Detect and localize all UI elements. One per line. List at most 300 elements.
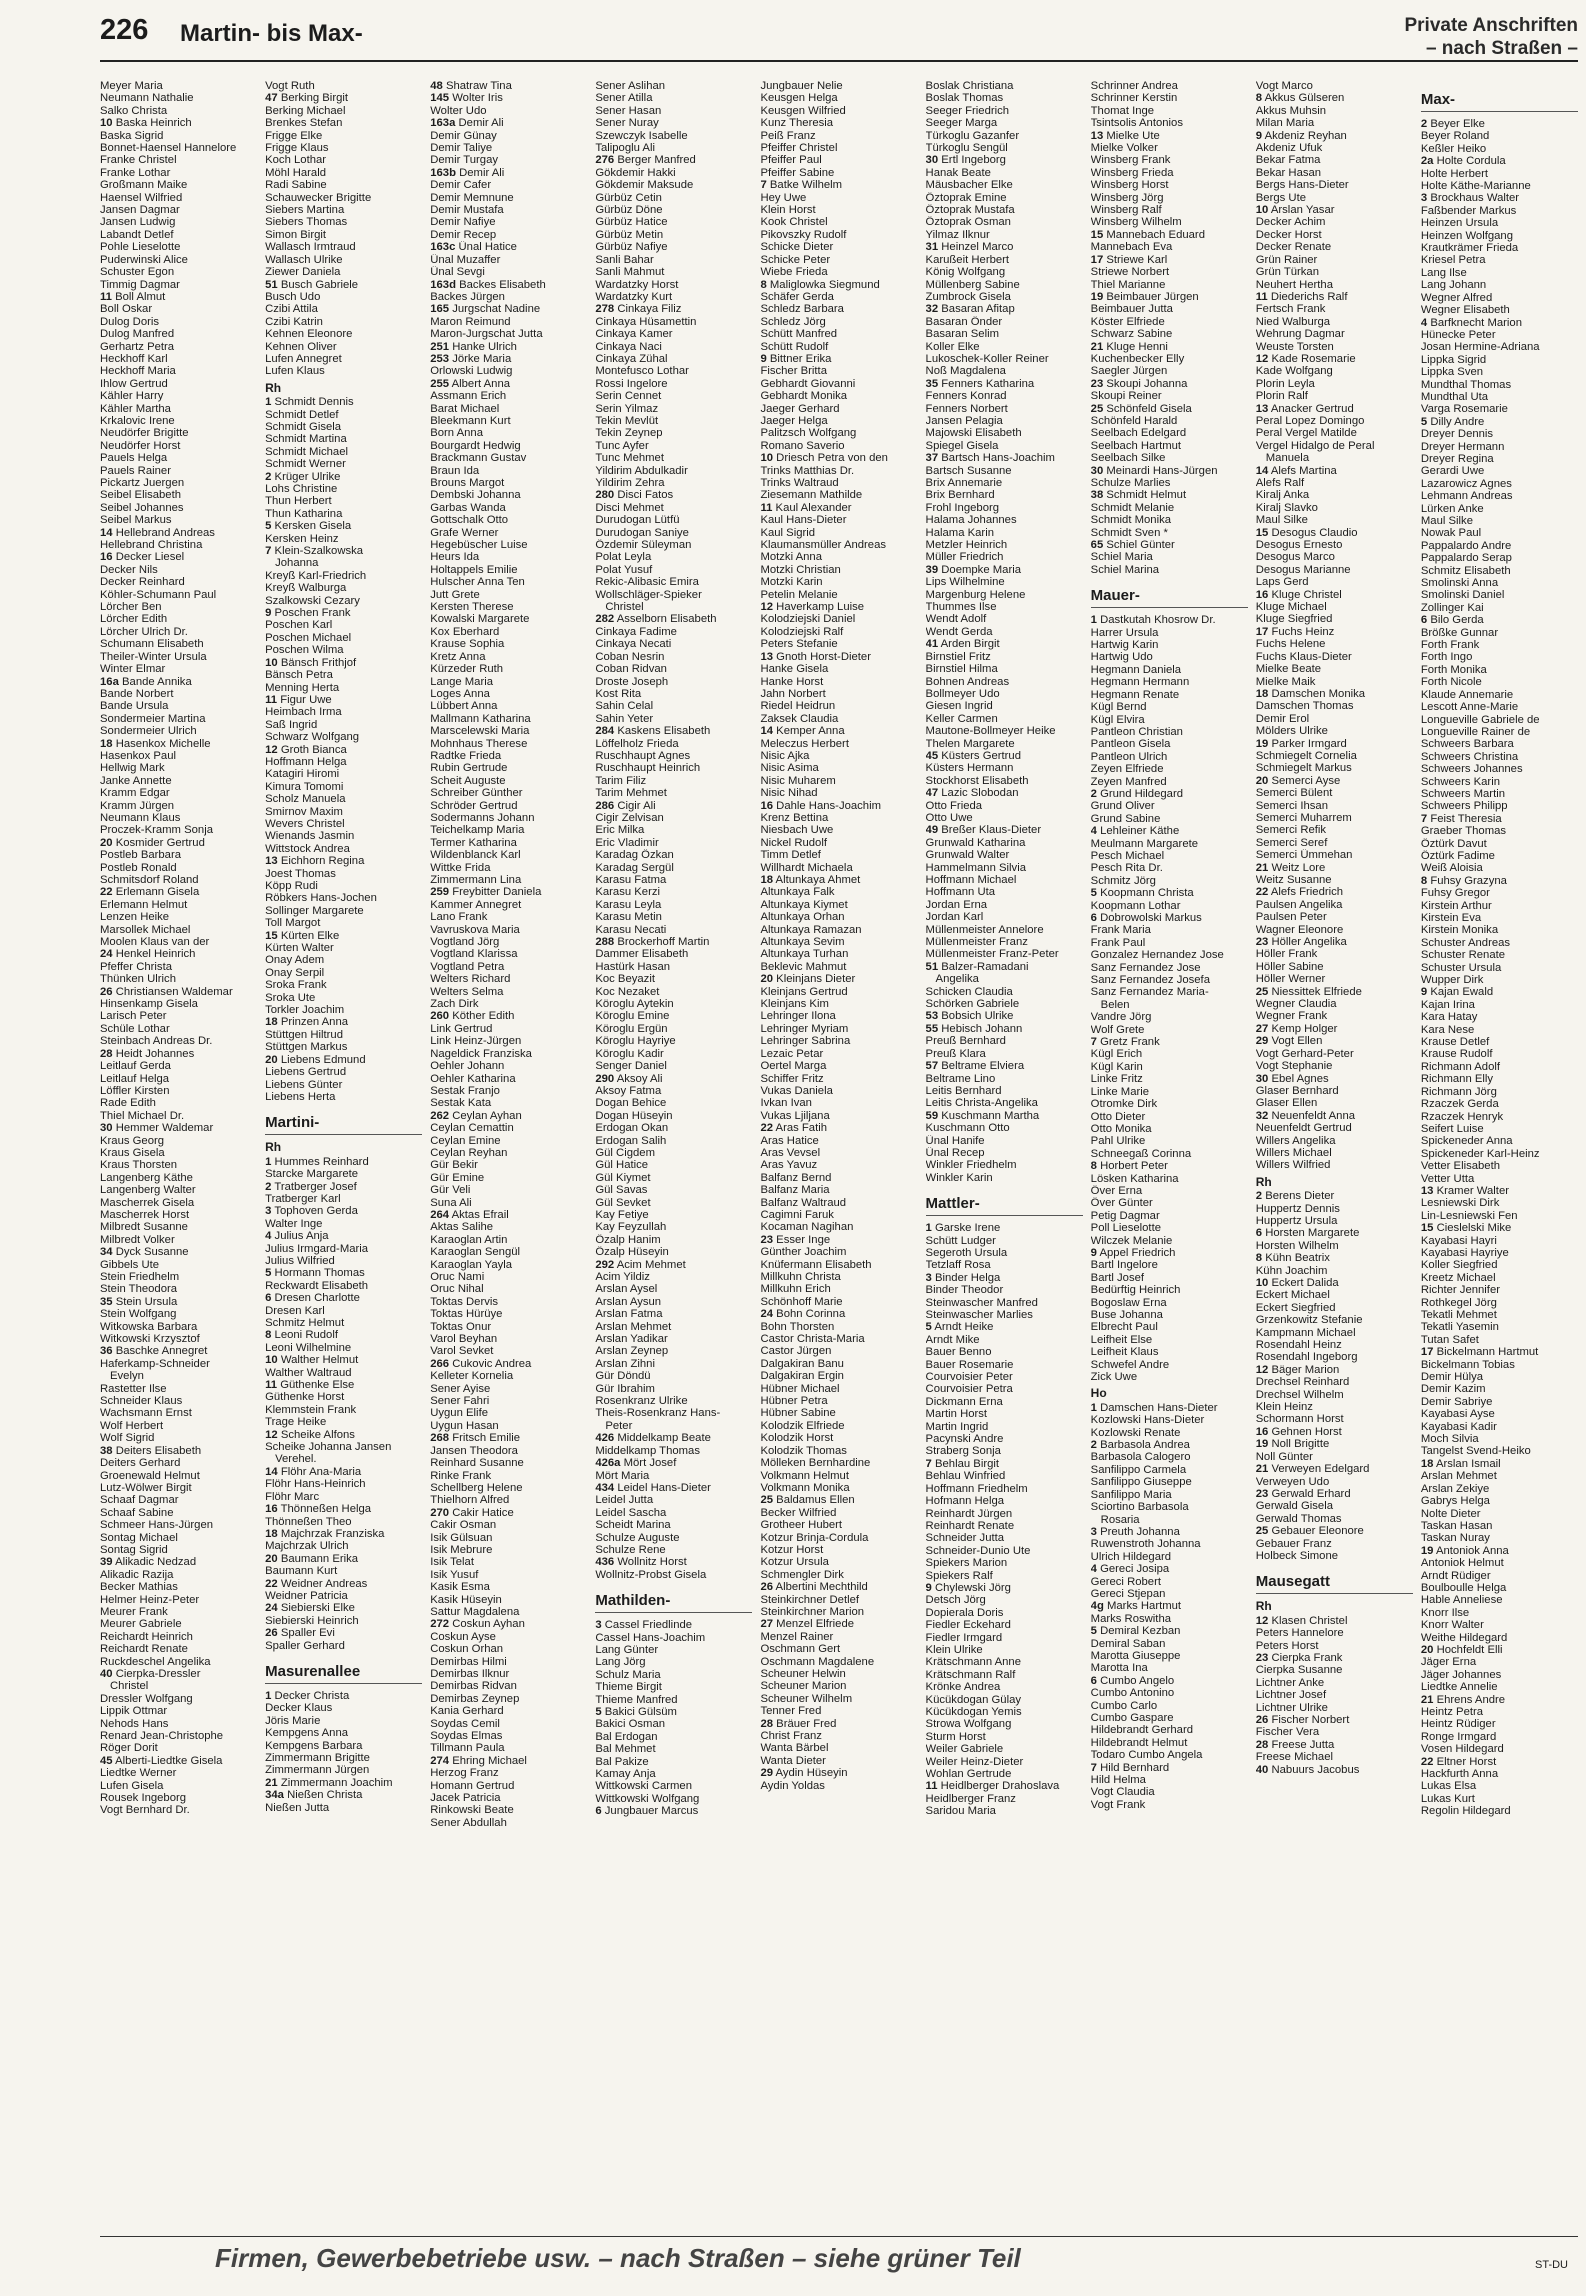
resident-entry — [100, 502, 257, 514]
resident-entry — [265, 1590, 422, 1602]
resident-entry — [595, 427, 752, 439]
resident-name: Reinhardt Jürgen — [925, 1507, 1013, 1520]
resident-entry — [1091, 254, 1248, 266]
resident-name: Balfanz Bernd — [760, 1171, 832, 1184]
resident-entry — [760, 862, 917, 874]
resident-name: Motzki Christian — [760, 563, 841, 576]
resident-name: Heinzen Wolfgang — [1420, 229, 1513, 242]
resident-entry — [1091, 80, 1248, 92]
resident-entry — [1091, 1024, 1248, 1036]
resident-name: Katagiri Hiromi — [265, 768, 340, 781]
footer-code: ST-DU — [1535, 2259, 1568, 2271]
resident-name: Jurgschat Nadine — [452, 303, 541, 316]
resident-name: Wallasch Ulrike — [265, 253, 343, 266]
resident-entry — [1256, 1726, 1413, 1738]
resident-name: Thieme Manfred — [595, 1693, 678, 1706]
resident-name: Fertsch Frank — [1255, 303, 1326, 316]
resident-name: Bekar Fatma — [1255, 154, 1321, 167]
resident-name: Arslan Ismail — [1435, 1457, 1501, 1470]
resident-name: Link Gertrud — [430, 1022, 493, 1035]
resident-entry — [926, 1309, 1083, 1321]
resident-entry — [100, 1122, 257, 1134]
resident-name: Müllenmeister Franz — [925, 936, 1028, 949]
resident-name: Menzel Rainer — [760, 1630, 834, 1643]
resident-name: Grund Hildegard — [1100, 787, 1183, 800]
resident-entry — [595, 216, 752, 228]
resident-entry — [1091, 1700, 1248, 1712]
house-number: 18 — [265, 1527, 278, 1540]
resident-entry — [926, 1694, 1083, 1706]
resident-name: Hübner Petra — [760, 1395, 828, 1408]
resident-name: Winsberg Wilhelm — [1090, 216, 1182, 229]
resident-entry — [430, 725, 587, 737]
resident-name: Tarim Filiz — [595, 774, 647, 787]
resident-entry — [265, 1029, 422, 1041]
resident-name: Segeroth Ursula — [925, 1246, 1008, 1259]
resident-entry — [760, 1705, 917, 1717]
resident-name: Reinhard Susanne — [430, 1457, 524, 1470]
house-number: 57 — [925, 1060, 939, 1073]
resident-entry — [100, 1804, 257, 1816]
house-number: 36 — [100, 1345, 113, 1358]
resident-entry — [265, 1168, 422, 1180]
resident-name: Sener Fahri — [430, 1395, 490, 1408]
resident-entry — [100, 1693, 257, 1705]
resident-name: Winsberg Horst — [1090, 179, 1169, 192]
resident-name: Strowa Wolfgang — [925, 1718, 1012, 1731]
resident-name: Baska Sigrid — [100, 129, 164, 142]
resident-entry — [760, 1110, 917, 1122]
house-number: 40 — [100, 1668, 113, 1680]
resident-name: Spaller Evi — [280, 1627, 335, 1640]
resident-name: Tarim Mehmet — [595, 787, 667, 800]
resident-name: Karußeit Herbert — [925, 253, 1010, 266]
resident-entry — [265, 1528, 422, 1540]
resident-entry — [100, 713, 257, 725]
resident-name: Kotzur Brinja-Cordula — [760, 1531, 869, 1544]
resident-entry — [100, 1283, 257, 1295]
resident-name: Müllenberg Sabine — [925, 278, 1020, 291]
resident-entry — [760, 589, 917, 601]
resident-entry — [926, 440, 1083, 452]
resident-name: Riedel Heidrun — [760, 700, 836, 713]
resident-name: Brouns Margot — [430, 477, 505, 489]
resident-entry — [1256, 874, 1413, 886]
resident-entry — [760, 1234, 917, 1246]
resident-entry — [265, 204, 422, 216]
resident-name: Frigge Klaus — [265, 142, 329, 155]
resident-entry — [595, 1259, 752, 1271]
resident-name: Aksoy Fatma — [595, 1084, 662, 1097]
resident-name: Sahin Yeter — [595, 712, 654, 725]
resident-entry — [760, 787, 917, 799]
resident-entry — [1421, 130, 1578, 142]
resident-entry — [760, 1606, 917, 1618]
resident-name: Thun Katharina — [265, 507, 343, 520]
resident-name: Decker Nils — [100, 563, 158, 576]
resident-entry — [595, 1407, 752, 1419]
resident-name: Liedtke Werner — [100, 1767, 177, 1780]
resident-entry — [265, 130, 422, 142]
resident-name: Longueville Rainer de — [1420, 725, 1531, 738]
resident-entry — [430, 192, 587, 204]
resident-entry — [1091, 1160, 1248, 1172]
resident-entry — [265, 1205, 422, 1217]
resident-entry — [926, 750, 1083, 762]
resident-name: Demir Turgay — [430, 154, 499, 167]
resident-name: Semerci Muharrem — [1255, 811, 1352, 824]
resident-name: Arslan Mehmet — [595, 1320, 672, 1333]
resident-entry — [100, 477, 257, 489]
resident-name: Larisch Peter — [100, 1010, 167, 1023]
resident-entry — [265, 105, 422, 117]
resident-entry — [926, 1421, 1083, 1433]
resident-entry — [926, 1110, 1083, 1122]
resident-name: Kehnen Eleonore — [265, 328, 353, 341]
directory-column — [100, 80, 257, 2210]
resident-entry — [1421, 1483, 1578, 1495]
resident-name: Ceylan Cemattin — [430, 1122, 514, 1135]
house-number: 18 — [100, 737, 113, 750]
resident-name: Winsberg Ralf — [1090, 204, 1162, 217]
resident-name: Weiler Gabriele — [925, 1743, 1004, 1756]
resident-entry — [1256, 824, 1413, 836]
resident-name: Meurer Gabriele — [100, 1618, 182, 1631]
resident-name: Garbas Wanda — [430, 501, 506, 514]
resident-name: Gür Ibrahim — [595, 1382, 655, 1395]
resident-name: Kocaman Nagihan — [760, 1221, 854, 1234]
resident-entry — [430, 886, 587, 898]
resident-name: Moch Silvia — [1420, 1433, 1479, 1446]
resident-entry — [760, 1321, 917, 1333]
resident-entry — [100, 204, 257, 216]
resident-name: Gebhardt Giovanni — [760, 377, 856, 390]
house-number: 30 — [925, 154, 939, 167]
resident-name: Lürken Anke — [1420, 502, 1484, 515]
resident-name: Marscelewski Maria — [430, 725, 530, 738]
resident-entry — [1421, 1805, 1578, 1817]
resident-entry — [1091, 1762, 1248, 1774]
resident-entry — [595, 1122, 752, 1134]
resident-entry — [265, 657, 422, 669]
resident-name: Balzer-Ramadani — [941, 960, 1029, 973]
resident-entry — [1091, 962, 1248, 974]
resident-name: Dopierala Doris — [925, 1606, 1004, 1619]
house-number: 1 — [265, 396, 272, 409]
resident-entry — [430, 403, 587, 415]
house-number: 27 — [1255, 1022, 1269, 1035]
resident-entry — [1421, 1111, 1578, 1123]
resident-entry — [100, 824, 257, 836]
resident-name: Pauels Rainer — [100, 464, 171, 477]
resident-name: Fiedler Eckehard — [925, 1619, 1011, 1632]
resident-name: Romano Saverio — [760, 439, 845, 452]
resident-name: Fenners Konrad — [925, 390, 1007, 403]
resident-entry — [760, 1010, 917, 1022]
resident-name: Arndt Rüdiger — [1420, 1569, 1491, 1582]
resident-entry — [1421, 1557, 1578, 1569]
resident-name: Weidner Patricia — [265, 1589, 348, 1602]
resident-entry — [430, 1817, 587, 1829]
resident-name: Coban Ridvan — [595, 663, 667, 676]
house-number: 20 — [100, 836, 113, 849]
house-number: 9 — [1255, 129, 1263, 142]
resident-entry — [265, 619, 422, 631]
resident-entry — [926, 613, 1083, 625]
resident-name: Meulmann Margarete — [1090, 837, 1199, 850]
resident-entry — [1256, 713, 1413, 725]
resident-entry — [1091, 1123, 1248, 1135]
resident-name: Ehring Michael — [452, 1754, 527, 1767]
resident-entry — [265, 533, 422, 545]
resident-entry — [1421, 1148, 1578, 1160]
resident-entry — [265, 818, 422, 830]
resident-entry — [595, 948, 752, 960]
resident-name: Loges Anna — [430, 687, 490, 700]
resident-name: Mielke Volker — [1090, 142, 1158, 155]
resident-entry — [1256, 1010, 1413, 1022]
resident-entry — [595, 1271, 752, 1283]
resident-entry — [595, 564, 752, 576]
house-number: 28 — [100, 1047, 113, 1060]
resident-name: Baschke Annegret — [115, 1345, 208, 1358]
resident-name: Kluge Christel — [1271, 588, 1342, 601]
resident-name: Bartl Josef — [1090, 1271, 1145, 1284]
resident-entry — [595, 440, 752, 452]
resident-name: Millkuhn Erich — [760, 1283, 831, 1296]
resident-entry — [926, 1433, 1083, 1445]
resident-name: Sroka Frank — [265, 979, 327, 992]
resident-entry — [1421, 887, 1578, 899]
resident-name: Schulze Marlies — [1090, 477, 1171, 489]
resident-entry — [1256, 601, 1413, 613]
resident-name: Hoffmann Friedhelm — [925, 1482, 1028, 1495]
resident-name: Vergel Hidalgo de Peral — [1255, 439, 1375, 452]
resident-name: Lohs Christine — [265, 483, 338, 495]
resident-entry — [430, 1718, 587, 1730]
resident-entry — [926, 1259, 1083, 1271]
resident-name: Disci Fatos — [617, 489, 674, 502]
resident-entry — [430, 1581, 587, 1593]
resident-entry — [1091, 1501, 1248, 1513]
resident-entry — [100, 787, 257, 799]
resident-name: Nießen Christa — [287, 1789, 363, 1802]
resident-name: Kuchenbecker Elly — [1090, 352, 1185, 365]
resident-name: Wiebe Frieda — [760, 266, 828, 279]
resident-entry — [1421, 192, 1578, 204]
house-number: 11 — [1255, 290, 1268, 303]
resident-name: Schmitz Jörg — [1090, 874, 1156, 887]
resident-name: Oruc Nihal — [430, 1283, 484, 1296]
house-number: 2 — [1090, 1439, 1097, 1452]
resident-entry — [595, 254, 752, 266]
resident-entry — [760, 1507, 917, 1519]
resident-entry — [1421, 1619, 1578, 1631]
resident-name: Oehler Katharina — [430, 1072, 516, 1085]
resident-name: Karaoglan Yayla — [430, 1258, 513, 1271]
resident-name: Julius Irmgard-Maria — [265, 1242, 369, 1255]
resident-entry — [265, 669, 422, 681]
resident-entry — [430, 998, 587, 1010]
resident-name: Wagner Eleonore — [1255, 923, 1344, 936]
resident-name: Decker Achim — [1255, 216, 1326, 229]
house-number: 32 — [1255, 1109, 1269, 1122]
resident-entry — [595, 638, 752, 650]
resident-name: Eckert Dalida — [1271, 1277, 1339, 1289]
resident-name: Millkuhn Christa — [760, 1271, 841, 1283]
resident-entry — [1091, 1675, 1248, 1687]
resident-entry — [926, 502, 1083, 514]
resident-entry — [595, 663, 752, 675]
resident-entry — [430, 489, 587, 501]
resident-entry — [595, 1246, 752, 1258]
resident-entry — [595, 1569, 752, 1581]
resident-entry — [430, 1606, 587, 1618]
resident-entry — [760, 204, 917, 216]
resident-entry — [265, 706, 422, 718]
resident-name: Nabuurs Jacobus — [1271, 1763, 1360, 1776]
resident-name: Hoffmann Helga — [265, 755, 347, 768]
house-number: 14 — [265, 1465, 278, 1478]
resident-entry — [760, 1780, 917, 1792]
resident-entry — [1421, 726, 1578, 738]
resident-name: Sestak Franjo — [430, 1084, 500, 1097]
resident-entry — [265, 1156, 422, 1168]
resident-entry — [1256, 1538, 1413, 1550]
resident-name: Meleczus Herbert — [760, 737, 849, 750]
resident-name: Theis-Rosenkranz Hans- — [595, 1407, 721, 1420]
resident-entry — [1421, 1532, 1578, 1544]
resident-entry — [595, 1209, 752, 1221]
resident-name: Gürbüz Cetin — [595, 191, 662, 204]
resident-entry — [595, 1035, 752, 1047]
resident-name: Hasenkox Michelle — [115, 737, 211, 750]
resident-name: Thünken Ulrich — [100, 973, 176, 986]
resident-name: Eric Vladimir — [595, 836, 659, 849]
resident-name: Schneider-Dunio Ute — [925, 1544, 1031, 1557]
resident-name: Grzenkowitz Stefanie — [1255, 1314, 1363, 1327]
resident-name: Karasu Necati — [595, 923, 667, 936]
resident-entry — [1256, 1023, 1413, 1035]
resident-entry — [760, 1271, 917, 1283]
resident-entry — [760, 1767, 917, 1779]
resident-name: Hartwig Karin — [1090, 639, 1159, 652]
resident-entry — [100, 440, 257, 452]
resident-entry — [595, 1556, 752, 1568]
resident-name: Steinwascher Manfred — [925, 1296, 1038, 1309]
resident-name: Nisic Nihad — [760, 787, 818, 800]
resident-name: Giesen Ingrid — [925, 700, 993, 713]
resident-entry — [1091, 365, 1248, 377]
house-number: 51 — [925, 960, 939, 973]
resident-entry — [760, 1718, 917, 1730]
resident-name: Sener Nuray — [595, 117, 659, 130]
resident-entry — [760, 477, 917, 489]
resident-entry — [430, 1097, 587, 1109]
resident-name: Rosenkranz Ulrike — [595, 1395, 688, 1408]
resident-name: Evelyn — [110, 1370, 144, 1383]
resident-entry — [926, 1172, 1083, 1184]
house-number: 14 — [100, 526, 113, 539]
resident-entry — [926, 948, 1083, 960]
resident-entry — [595, 1345, 752, 1357]
house-number: 20 — [265, 1053, 278, 1066]
resident-entry — [100, 403, 257, 415]
resident-entry — [1256, 105, 1413, 117]
resident-entry — [100, 179, 257, 191]
resident-name: Schuster Renate — [1420, 949, 1506, 962]
resident-name: Karasu Metin — [595, 911, 662, 924]
resident-name: Schuster Ursula — [1420, 961, 1502, 974]
resident-name: Heidlberger Drahoslava — [940, 1780, 1060, 1793]
resident-entry — [1421, 1210, 1578, 1222]
resident-entry — [265, 632, 422, 644]
resident-entry — [926, 1458, 1083, 1470]
resident-name: Schneegaß Corinna — [1090, 1147, 1192, 1160]
resident-entry — [1421, 1520, 1578, 1532]
resident-entry — [430, 750, 587, 762]
resident-entry — [1421, 1780, 1578, 1792]
resident-name: Gökdemir Hakki — [595, 166, 676, 179]
resident-entry — [1256, 80, 1413, 92]
resident-entry — [430, 1345, 587, 1357]
resident-name: Beimbauer Jutta — [1090, 303, 1173, 316]
resident-name: Gökdemir Maksude — [595, 179, 694, 192]
resident-name: Demir Erol — [1255, 712, 1310, 725]
resident-entry — [595, 353, 752, 365]
resident-name: Prinzen Anna — [280, 1016, 349, 1029]
resident-name: Ceylan Ayhan — [452, 1109, 522, 1122]
resident-entry — [595, 1694, 752, 1706]
resident-entry — [265, 80, 422, 92]
resident-entry — [1256, 1289, 1413, 1301]
resident-name: Schaaf Dagmar — [100, 1494, 179, 1507]
resident-name: Jansen Theodora — [430, 1444, 518, 1457]
resident-entry — [760, 303, 917, 315]
resident-entry — [926, 688, 1083, 700]
resident-name: Schmiegelt Cornelia — [1255, 749, 1357, 762]
resident-entry — [1091, 1749, 1248, 1761]
resident-name: Senger Daniel — [595, 1060, 667, 1073]
resident-name: Heintz Petra — [1420, 1706, 1484, 1718]
resident-entry — [595, 1805, 752, 1817]
resident-name: Jordan Erna — [925, 898, 988, 911]
resident-entry — [1421, 1247, 1578, 1259]
resident-name: Helmer Heinz-Peter — [100, 1593, 200, 1606]
resident-name: Aksoy Ali — [616, 1072, 663, 1085]
resident-entry — [265, 855, 422, 867]
resident-name: Hellwig Mark — [100, 762, 165, 775]
resident-entry — [1091, 279, 1248, 291]
resident-name: Bartsch Hans-Joachim — [941, 452, 1055, 465]
resident-name: Mautone-Bollmeyer Heike — [925, 725, 1056, 738]
resident-name: Holte Herbert — [1420, 167, 1489, 180]
resident-entry — [1091, 378, 1248, 390]
resident-name: Leitis Bernhard — [925, 1084, 1002, 1097]
resident-name: Middelkamp Thomas — [595, 1444, 700, 1457]
resident-name: Kammer Annegret — [430, 898, 522, 911]
resident-entry — [926, 1706, 1083, 1718]
resident-entry — [265, 328, 422, 340]
house-number: 47 — [265, 92, 278, 105]
house-number: 40 — [1255, 1763, 1269, 1776]
resident-name: Antoniok Anna — [1435, 1544, 1509, 1557]
resident-name: Cagimni Faruk — [760, 1208, 834, 1221]
resident-entry — [595, 1333, 752, 1345]
resident-entry — [265, 1602, 422, 1614]
resident-name: Radtke Frieda — [430, 749, 502, 762]
resident-name: Sanz Fernandez Maria- — [1090, 986, 1209, 999]
